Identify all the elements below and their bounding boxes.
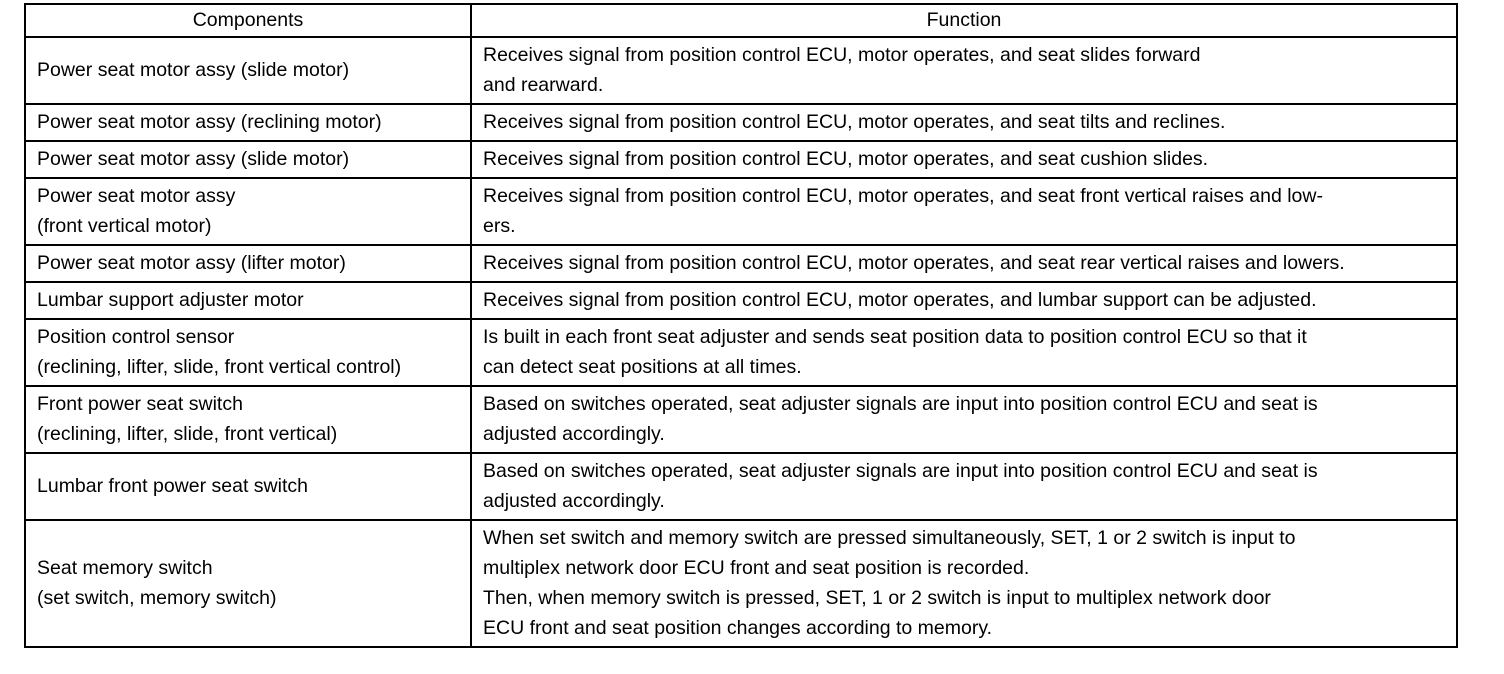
component-text: (set switch, memory switch): [37, 587, 277, 609]
component-cell: [25, 141, 471, 178]
function-text: Is built in each front seat adjuster and sends seat position data to position control ECU so that it: [483, 326, 1307, 348]
component-cell: [25, 282, 471, 319]
component-cell: [25, 104, 471, 141]
components-function-table: [24, 3, 1458, 648]
table-row: [25, 37, 1457, 104]
table-row: [25, 178, 1457, 245]
function-cell: [471, 178, 1457, 245]
table-row: [25, 245, 1457, 282]
table-row: [25, 453, 1457, 520]
component-text: Power seat motor assy (reclining motor): [37, 111, 382, 133]
component-cell: [25, 178, 471, 245]
component-text: (reclining, lifter, slide, front vertical): [37, 423, 338, 445]
component-text: Power seat motor assy: [37, 185, 236, 207]
function-text: Then, when memory switch is pressed, SET, 1 or 2 switch is input to multiplex network door: [483, 587, 1271, 609]
function-text: and rearward.: [483, 74, 604, 96]
function-cell: [471, 386, 1457, 453]
header-function: Function: [471, 4, 1457, 37]
function-text: ECU front and seat position changes according to memory.: [483, 617, 993, 639]
function-text: Based on switches operated, seat adjuster signals are input into position control ECU and seat is: [483, 460, 1318, 482]
function-text: can detect seat positions at all times.: [483, 356, 802, 378]
table-row: [25, 104, 1457, 141]
component-cell: [25, 37, 471, 104]
function-cell: [471, 453, 1457, 520]
table-row: [25, 141, 1457, 178]
function-text: Receives signal from position control ECU, motor operates, and lumbar support can be adjusted.: [483, 289, 1317, 311]
function-text: Receives signal from position control ECU, motor operates, and seat cushion slides.: [483, 148, 1209, 170]
component-text: Front power seat switch: [37, 393, 243, 415]
component-text: Power seat motor assy (slide motor): [37, 148, 350, 170]
function-text: When set switch and memory switch are pressed simultaneously, SET, 1 or 2 switch is input to: [483, 527, 1296, 549]
function-text: Receives signal from position control ECU, motor operates, and seat rear vertical raises and lowers.: [483, 252, 1345, 274]
component-text: (front vertical motor): [37, 215, 212, 237]
component-text: (reclining, lifter, slide, front vertical control): [37, 356, 402, 378]
component-cell: [25, 245, 471, 282]
function-cell: [471, 282, 1457, 319]
component-cell: [25, 319, 471, 386]
header-components: Components: [25, 4, 471, 37]
function-cell: [471, 104, 1457, 141]
component-text: Power seat motor assy (lifter motor): [37, 252, 346, 274]
table-row: [25, 386, 1457, 453]
function-text: ers.: [483, 215, 516, 237]
function-text: Receives signal from position control ECU, motor operates, and seat slides forward: [483, 44, 1201, 66]
function-text: multiplex network door ECU front and seat position is recorded.: [483, 557, 1030, 579]
component-text: Seat memory switch: [37, 557, 213, 579]
component-text: Lumbar front power seat switch: [37, 475, 308, 497]
table-body: [25, 37, 1457, 647]
function-cell: [471, 37, 1457, 104]
function-text: adjusted accordingly.: [483, 423, 665, 445]
function-text: Receives signal from position control ECU, motor operates, and seat front vertical raises and low-: [483, 185, 1323, 207]
function-cell: [471, 319, 1457, 386]
component-cell: [25, 386, 471, 453]
function-text: Based on switches operated, seat adjuster signals are input into position control ECU and seat is: [483, 393, 1318, 415]
function-cell: [471, 245, 1457, 282]
component-text: Position control sensor: [37, 326, 235, 348]
function-cell: [471, 520, 1457, 647]
table-row: [25, 520, 1457, 647]
function-text: Receives signal from position control ECU, motor operates, and seat tilts and reclines.: [483, 111, 1226, 133]
function-text: adjusted accordingly.: [483, 490, 665, 512]
function-cell: [471, 141, 1457, 178]
table-row: [25, 282, 1457, 319]
component-cell: [25, 520, 471, 647]
table-row: [25, 319, 1457, 386]
component-text: Lumbar support adjuster motor: [37, 289, 304, 311]
component-text: Power seat motor assy (slide motor): [37, 59, 350, 81]
table-header-row: [25, 4, 1457, 37]
component-cell: [25, 453, 471, 520]
